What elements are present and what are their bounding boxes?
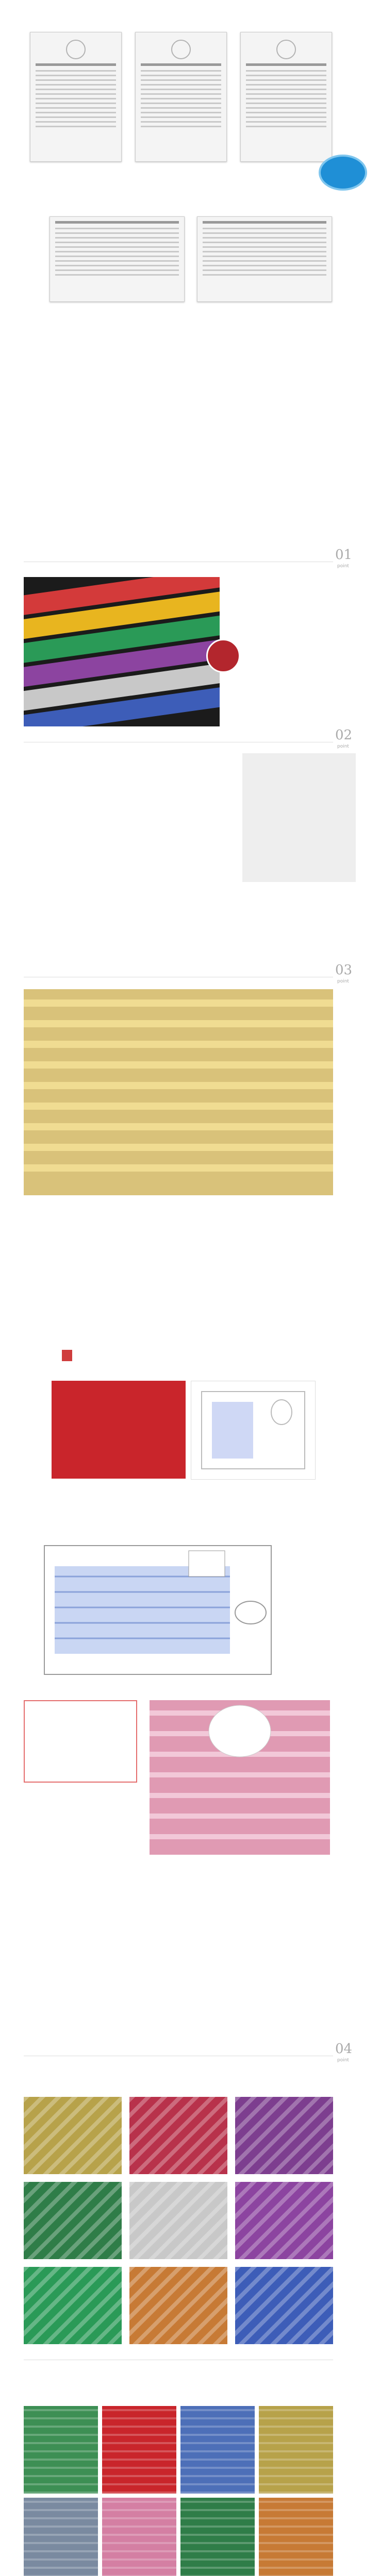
color-swatch	[235, 2267, 333, 2344]
certificate-document-3	[240, 32, 332, 162]
certificate-document-2	[135, 32, 227, 162]
case-photo	[259, 2498, 333, 2576]
floor-plan-drawing	[191, 1381, 315, 1479]
test-report-document-2	[197, 216, 332, 302]
color-swatch	[24, 2097, 122, 2174]
colorful-mats-illustration	[24, 577, 220, 726]
colorful-mats-photo	[24, 577, 220, 726]
header	[0, 7, 380, 8]
yellow-mat-closeup-photo	[24, 989, 333, 1195]
bathroom-layout-diagram	[24, 1535, 333, 1685]
install-banner	[62, 1350, 320, 1365]
bathroom-layout-drawing	[24, 1535, 333, 1685]
case-photo	[180, 2498, 255, 2576]
red-mat-photo	[52, 1381, 186, 1479]
case-photo	[259, 2406, 333, 2494]
color-swatch	[235, 2182, 333, 2259]
case-photo	[102, 2406, 176, 2494]
mat-side-photo	[242, 753, 356, 882]
case-photo	[102, 2498, 176, 2576]
seal-icon	[66, 40, 86, 59]
floor-plan-diagram	[191, 1381, 316, 1480]
pink-mat-lines	[150, 1700, 330, 1855]
section-number-03: 03	[335, 962, 353, 978]
section-number-04: 04	[335, 2041, 353, 2057]
case-photo	[24, 2406, 98, 2494]
color-swatch	[129, 2097, 227, 2174]
section-number-01: 01	[335, 547, 353, 563]
yellow-mat-ridges	[24, 989, 333, 1195]
case-photo	[180, 2406, 255, 2494]
color-swatch	[129, 2182, 227, 2259]
case-photo	[24, 2498, 98, 2576]
certificate-document-1	[30, 32, 122, 162]
section-number-02: 02	[335, 727, 353, 743]
color-swatch	[235, 2097, 333, 2174]
color-swatch	[129, 2267, 227, 2344]
feature2-list	[24, 753, 230, 762]
certified-badge	[319, 155, 367, 191]
red-mat-circle	[206, 639, 240, 673]
test-report-document-1	[49, 216, 185, 302]
seal-icon	[171, 40, 191, 59]
color-swatch	[24, 2182, 122, 2259]
seal-icon	[276, 40, 296, 59]
pink-mat-toilet-photo	[150, 1700, 330, 1855]
color-swatch	[24, 2267, 122, 2344]
install-warning-box	[24, 1700, 137, 1783]
